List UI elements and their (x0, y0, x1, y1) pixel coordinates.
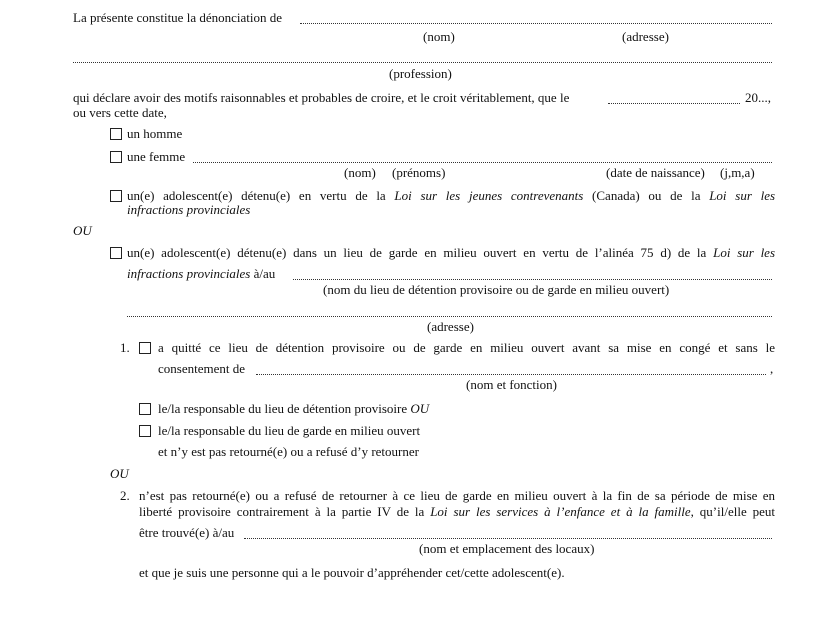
label-jma: (j,m,a) (720, 165, 755, 180)
item-1-comma: , (770, 361, 774, 376)
adolescent-option-1-line2: infractions provinciales (127, 202, 251, 217)
item-2-line1: n’est pas retourné(e) ou a refusé de retourner à ce lieu de garde en milieu ouvert à la fin de sa période de mise en (139, 488, 775, 503)
checkbox-homme[interactable] (110, 128, 122, 140)
label-nom-fonction: (nom et fonction) (466, 377, 557, 392)
checkbox-responsable-garde[interactable] (139, 425, 151, 437)
label-lieu: (nom du lieu de détention provisoire ou de garde en milieu ouvert) (323, 282, 670, 297)
item-1-consent: consentement de (158, 361, 245, 376)
ou-separator-2: OU (110, 466, 129, 481)
option-homme: un homme (127, 126, 183, 141)
label-adresse: (adresse) (622, 29, 669, 44)
ou-separator-1: OU (73, 223, 92, 238)
item-2-line2: liberté provisoire contrairement à la partie IV de la Loi sur les services à l’enfance et à la famille, qu’il/elle peut (139, 504, 776, 519)
consent-name-field[interactable] (256, 374, 766, 375)
location-field[interactable] (244, 538, 772, 539)
lieu-address-field[interactable] (127, 316, 772, 317)
item-1-text: a quitté ce lieu de détention provisoire ou de garde en milieu ouvert avant sa mise en congé et sans le (158, 340, 775, 355)
not-returned-text: et n’y est pas retourné(e) ou a refusé d’y retourner (158, 444, 419, 459)
checkbox-responsable-detention[interactable] (139, 403, 151, 415)
date-field[interactable] (608, 103, 740, 104)
intro-text: La présente constitue la dénonciation de (73, 10, 283, 25)
label-nom: (nom) (423, 29, 455, 44)
label-nom-2: (nom) (344, 165, 376, 180)
denonciation-name-field[interactable] (300, 23, 772, 24)
label-date-naissance: (date de naissance) (606, 165, 705, 180)
label-prenoms: (prénoms) (392, 165, 446, 180)
label-adresse-2: (adresse) (427, 319, 474, 334)
option-femme: une femme (127, 149, 186, 164)
item-2-found: être trouvé(e) à/au (139, 525, 235, 540)
responsable-garde: le/la responsable du lieu de garde en milieu ouvert (158, 423, 421, 438)
closing-text: et que je suis une personne qui a le pouvoir d’appréhender cet/cette adolescent(e). (139, 565, 565, 580)
profession-field[interactable] (73, 62, 772, 63)
checkbox-adolescent-detenu[interactable] (110, 190, 122, 202)
label-profession: (profession) (389, 66, 452, 81)
declaration-text-2: ou vers cette date, (73, 105, 167, 120)
responsable-detention: le/la responsable du lieu de détention provisoire OU (158, 401, 430, 416)
adolescent-option-1-line1: un(e) adolescent(e) détenu(e) en vertu de la Loi sur les jeunes contrevenants (Canada) ou de la Loi sur les (127, 188, 776, 203)
item-1-number: 1. (120, 340, 130, 355)
checkbox-adolescent-garde[interactable] (110, 247, 122, 259)
checkbox-femme[interactable] (110, 151, 122, 163)
checkbox-item-1[interactable] (139, 342, 151, 354)
person-name-field[interactable] (193, 162, 772, 163)
lieu-name-field[interactable] (293, 279, 772, 280)
adolescent-option-2-line2: infractions provinciales à/au (127, 266, 276, 281)
item-2-number: 2. (120, 488, 130, 503)
label-emplacement: (nom et emplacement des locaux) (419, 541, 595, 556)
declaration-text: qui déclare avoir des motifs raisonnables et probables de croire, et le croit véritablement, que le (73, 90, 570, 105)
adolescent-option-2-line1: un(e) adolescent(e) détenu(e) dans un lieu de garde en milieu ouvert en vertu de l’alinéa 75 d) de la Loi sur les (127, 245, 776, 260)
declaration-year: 20..., (745, 90, 771, 105)
